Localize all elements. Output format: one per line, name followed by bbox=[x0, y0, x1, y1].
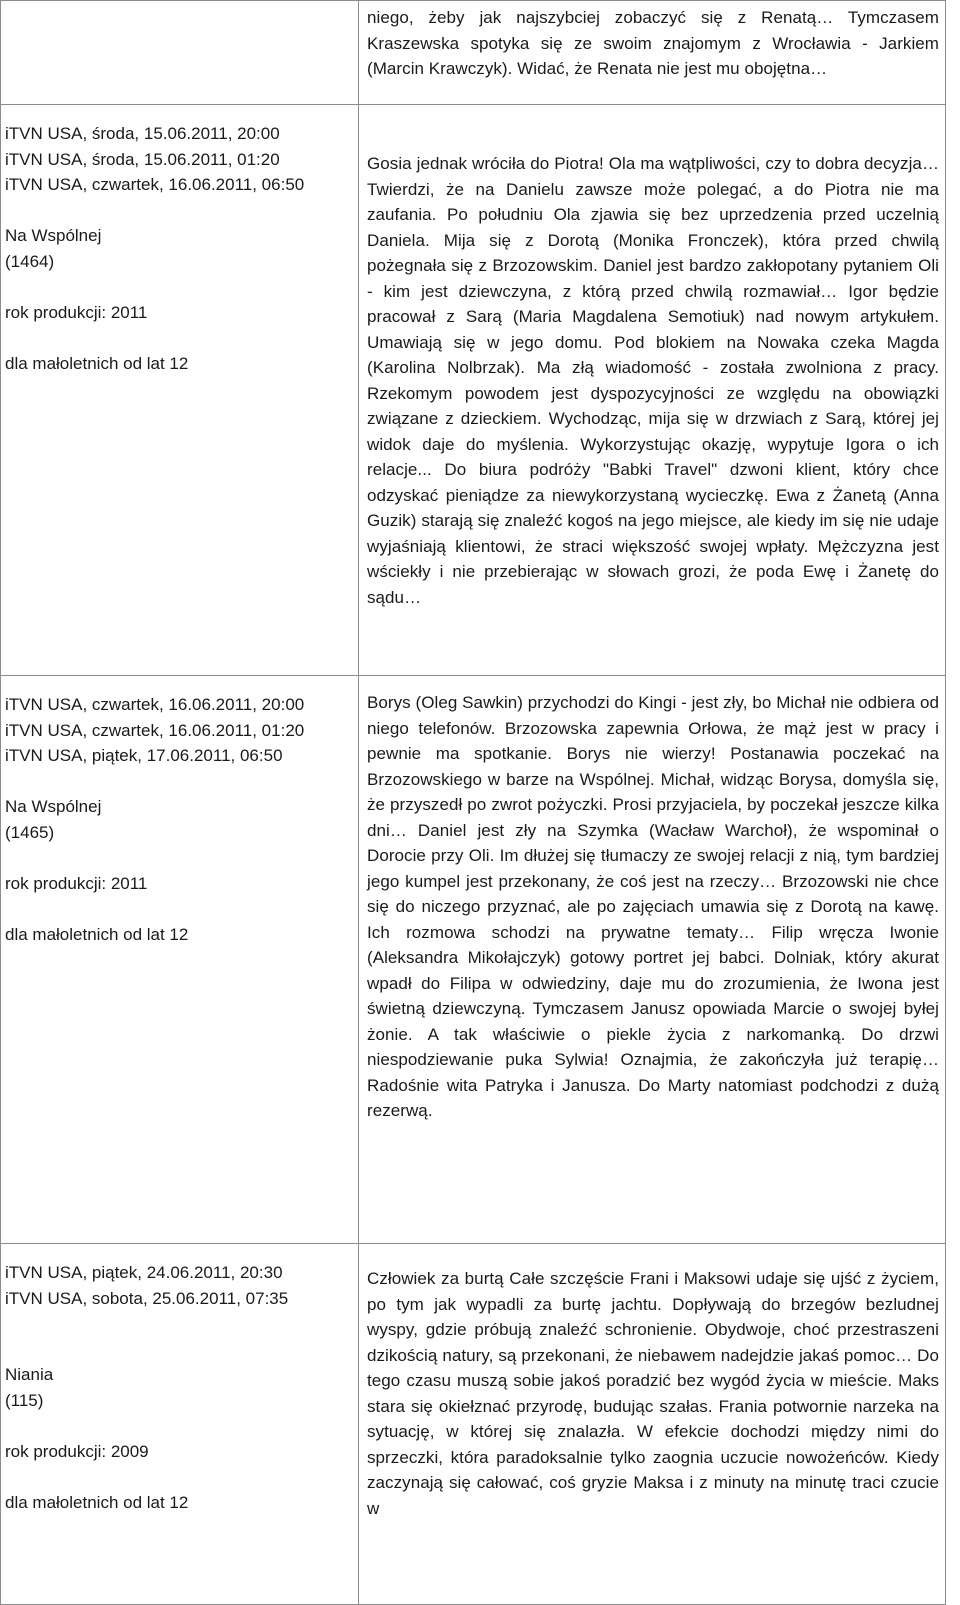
schedule-cell bbox=[1, 676, 359, 1244]
schedule-cell bbox=[1, 1244, 359, 1605]
airing-time: iTVN USA, czwartek, 16.06.2011, 01:20 bbox=[5, 720, 305, 740]
table-row bbox=[1, 105, 946, 676]
production-year: rok produkcji: 2011 bbox=[5, 873, 148, 893]
age-rating: dla małoletnich od lat 12 bbox=[5, 353, 189, 373]
episode-number: (1464) bbox=[5, 251, 55, 271]
description-cell bbox=[359, 1, 946, 105]
show-title: Na Wspólnej bbox=[5, 797, 102, 816]
episode-description: Borys (Oleg Sawkin) przychodzi do Kingi - jest zły, bo Michał nie odbiera od niego telefonów. Brzozowska zapewnia Orłowa, że mąż jest w pracy i pewnie ma spotkanie. Borys nie wierzy! Postanawia poczekać na Brzozowskiego w barze na Wspólnej. Michał, widząc Borysa, domyśla się, że przyszedł po zwrot pożyczki. Prosi przyjaciela, by poczekał jeszcze kilka dni… Daniel jest zły na Szymka (Wacław Warchoł), że wspominał o Dorocie przy Oli. Im dłużej się tłumaczy ze swojej relacji z nią, tym bardziej jego kumpel jest przekonany, że coś jest na rzeczy… Brzozowski nie chce się do niczego przyznać, ale po zajęciach umawia się z Dorotą na kawę. Ich rozmowa schodzi na prywatne tematy… Filip wręcza Iwonie (Aleksandra Mikołajczyk) gotowy portret jej babci. Dolniak, który akurat wpadł do Filipa w odwiedziny, daje mu do zrozumienia, że Iwona jest świetną dziewczyną. Tymczasem Janusz opowiada Marcie o swojej byłej żonie. A tak właściwie o piekle życia z narkomanką. Do drzwi niespodziewanie puka Sylwia! Oznajmia, że zakończyła już terapię… Radośnie wita Patryka i Janusza. Do Marty natomiast podchodzi z dużą rezerwą. bbox=[367, 693, 939, 1120]
production-year: rok produkcji: 2009 bbox=[5, 1441, 149, 1461]
airing-time: iTVN USA, czwartek, 16.06.2011, 06:50 bbox=[5, 175, 305, 194]
production-year: rok produkcji: 2011 bbox=[5, 302, 148, 322]
age-rating: dla małoletnich od lat 12 bbox=[5, 924, 189, 944]
airing-time: iTVN USA, sobota, 25.06.2011, 07:35 bbox=[5, 1288, 289, 1308]
airing-time: iTVN USA, środa, 15.06.2011, 01:20 bbox=[5, 149, 280, 169]
episode-number: (115) bbox=[5, 1390, 44, 1410]
description-cell bbox=[359, 1244, 946, 1605]
schedule-cell bbox=[1, 105, 359, 676]
age-rating: dla małoletnich od lat 12 bbox=[5, 1492, 189, 1512]
table-row bbox=[1, 676, 946, 1244]
show-title: Niania bbox=[5, 1365, 54, 1384]
description-cell bbox=[359, 105, 946, 676]
airing-time: iTVN USA, środa, 15.06.2011, 20:00 bbox=[5, 124, 280, 143]
schedule-cell bbox=[1, 1, 359, 105]
airing-time: iTVN USA, piątek, 24.06.2011, 20:30 bbox=[5, 1263, 283, 1282]
show-title: Na Wspólnej bbox=[5, 226, 102, 245]
airing-time: iTVN USA, piątek, 17.06.2011, 06:50 bbox=[5, 746, 283, 765]
airing-time: iTVN USA, czwartek, 16.06.2011, 20:00 bbox=[5, 695, 305, 714]
episode-description: niego, żeby jak najszybciej zobaczyć się z Renatą… Tymczasem Kraszewska spotyka się ze swoim znajomym z Wrocławia - Jarkiem (Marcin Krawczyk). Widać, że Renata nie jest mu obojętna… bbox=[367, 8, 939, 78]
episode-description: Człowiek za burtą Całe szczęście Frani i Maksowi udaje się ujść z życiem, po tym jak wypadli za burtę jachtu. Dopływają do brzegów bezludnej wyspy, gdzie próbują znaleźć schronienie. Obydwoje, choć przestraszeni dzikością natury, są przekonani, że niebawem nadejdzie jakaś pomoc… Do tego czasu muszą sobie jakoś poradzić bez wygód życia w mieście. Maks stara się okiełznać przyrodę, budując szałas. Frania potwornie narzeka na sytuację, w której się znalazła. W efekcie dochodzi między nimi do sprzeczki, która paradoksalnie tylko zaognia uczucie nowożeńców. Kiedy zaczynają się całować, coś gryzie Maksa i z minuty na minutę traci czucie w bbox=[367, 1269, 939, 1518]
episode-number: (1465) bbox=[5, 822, 55, 842]
table-row bbox=[1, 1244, 946, 1605]
episode-description: Gosia jednak wróciła do Piotra! Ola ma wątpliwości, czy to dobra decyzja… Twierdzi, że na Danielu zawsze może polegać, a do Piotra nie ma zaufania. Po południu Ola zjawia się bez uprzedzenia przed uczelnią Daniela. Mija się z Dorotą (Monika Fronczek), która przed chwilą pożegnała się z Brzozowskim. Daniel jest bardzo zakłopotany pytaniem Oli - kim jest dziewczyna, z którą przed chwilą rozmawiał… Igor będzie pracował z Sarą (Maria Magdalena Semotiuk) nad nowym artykułem. Umawiają się w jego domu. Pod blokiem na Nowaka czeka Magda (Karolina Nolbrzak). Ma złą wiadomość - została zwolniona z pracy. Rzekomym powodem jest dyspozycyjności ze względu na obowiązki związane z dzieckiem. Wychodząc, mija się w drzwiach z Sarą, której jej widok daje do myślenia. Wykorzystując okazję, wypytuje Igora o ich relacje... Do biura podróży "Babki Travel" dzwoni klient, który chce odzyskać pieniądze za niewykorzystaną wycieczkę. Ewa z Żanetą (Anna Guzik) starają się znaleźć kogoś na jego miejsce, ale kiedy im się nie udaje wyjaśniają klientowi, że straci większość swojej wpłaty. Mężczyzna jest wściekły i nie przebierając w słowach grozi, że poda Ewę i Żanetę do sądu… bbox=[367, 154, 939, 607]
description-cell bbox=[359, 676, 946, 1244]
table-row bbox=[1, 1, 946, 105]
